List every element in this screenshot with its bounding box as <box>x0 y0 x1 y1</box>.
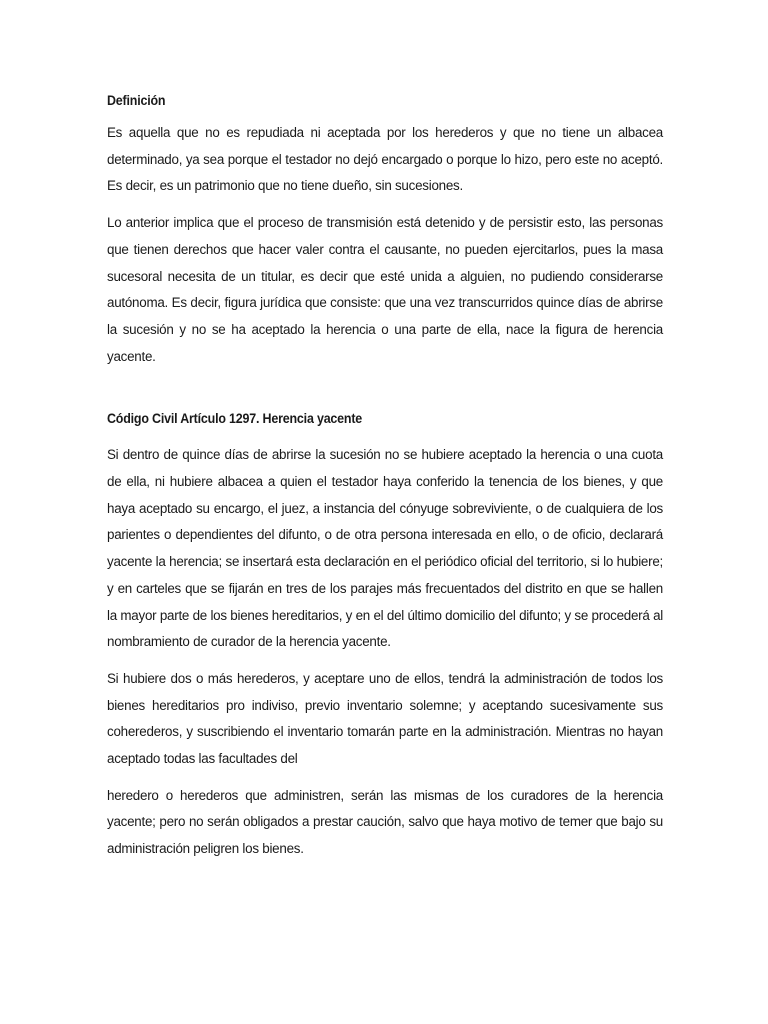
paragraph-articulo-3: heredero o herederos que administren, serán las mismas de los curadores de la herencia yacente; pero no serán obligados a prestar caución, salvo que haya motivo de temer que bajo su administración peligren los bienes. <box>107 787 663 857</box>
paragraph-articulo-2: Si hubiere dos o más herederos, y aceptare uno de ellos, tendrá la administración de todos los bienes hereditarios pro indiviso, previo inventario solemne; y aceptando sucesivamente sus coherederos, y suscribiendo el inventario tomarán parte en la administración. Mientras no hayan aceptado todas las facultades del <box>107 670 663 767</box>
paragraph-definicion-2: Lo anterior implica que el proceso de transmisión está detenido y de persistir esto, las personas que tienen derechos que hacer valer contra el causante, no pueden ejercitarlos, pues la masa sucesoral necesita de un titular, es decir que esté unida a alguien, no pudiendo considerarse autónoma. Es decir, figura jurídica que consiste: que una vez transcurridos quince días de abrirse la sucesión y no se ha aceptado la herencia o una parte de ella, nace la figura de herencia yacente. <box>107 215 663 364</box>
section-heading-definicion: Definición <box>107 93 166 108</box>
section-heading-codigo-civil: Código Civil Artículo 1297. Herencia yacente <box>107 411 363 427</box>
paragraph-definicion-1: Es aquella que no es repudiada ni aceptada por los herederos y que no tiene un albacea determinado, ya sea porque el testador no dejó encargado o porque lo hizo, pero este no aceptó. Es decir, es un patrimonio que no tiene dueño, sin sucesiones. <box>107 125 663 194</box>
document-body <box>107 89 663 863</box>
paragraph-articulo-1: Si dentro de quince días de abrirse la sucesión no se hubiere aceptado la herencia o una cuota de ella, ni hubiere albacea a quien el testador haya conferido la tenencia de los bienes, y que haya aceptado su encargo, el juez, a instancia del cónyuge sobreviviente, o de cualquiera de los parientes o dependientes del difunto, o de otra persona interesada en ello, o de oficio, declarará yacente la herencia; se insertará esta declaración en el periódico oficial del territorio, si lo hubiere; y en carteles que se fijarán en tres de los parajes más frecuentados del distrito en que se hallen la mayor parte de los bienes hereditarios, y en el del último domicilio del difunto; y se procederá al nombramiento de curador de la herencia yacente. <box>107 447 663 650</box>
